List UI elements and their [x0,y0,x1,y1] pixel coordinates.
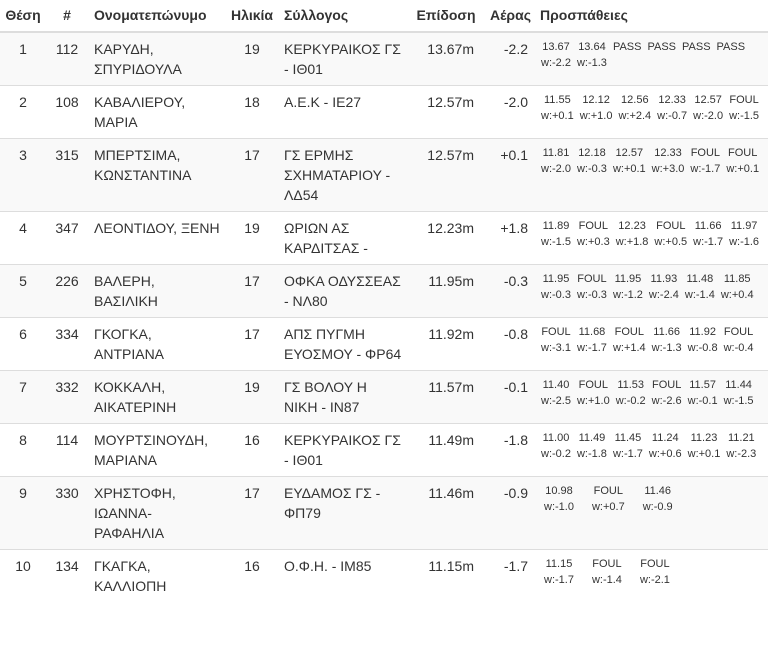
wind-cell: -0.8 [484,318,534,371]
mark-cell: 11.92m [408,318,484,371]
attempt-wind: w:-1.4 [591,574,622,586]
attempts-grid [538,430,759,462]
age-cell: 19 [226,212,278,265]
attempt-value: FOUL [640,558,670,570]
attempt-value: PASS [612,41,642,53]
header-attempts[interactable]: Προσπάθειες [534,0,768,32]
attempt-value: 12.56 [621,94,649,106]
athlete-name-cell: ΧΡΗΣΤΟΦΗ, ΙΩΑΝΝΑ-ΡΑΦΑΗΛΙΑ [88,477,226,550]
table-row [0,371,768,424]
athlete-name-cell: ΓΚΟΓΚΑ, ΑΝΤΡΙΑΝΑ [88,318,226,371]
attempt-wind: w:+1.0 [579,110,613,122]
attempts-cell [534,318,768,371]
attempt-values-row [538,324,757,340]
attempt-value: FOUL [656,220,686,232]
attempt-value: 11.95 [542,273,570,285]
attempt-wind: w:+0.1 [726,163,760,175]
age-cell: 18 [226,86,278,139]
mark-cell: 11.95m [408,265,484,318]
attempts-grid [538,145,762,177]
attempt-wind: w:-2.6 [651,395,682,407]
bib-number-cell: 108 [46,86,88,139]
attempts-cell [534,477,768,550]
attempt-wind: w:+0.5 [654,236,688,248]
attempts-grid [538,39,748,71]
age-cell: 17 [226,139,278,212]
position-cell: 8 [0,424,46,477]
position-cell: 3 [0,139,46,212]
attempt-value: FOUL [690,147,721,159]
age-cell: 17 [226,265,278,318]
athlete-name-cell: ΚΑΡΥΔΗ, ΣΠΥΡΙΔΟΥΛΑ [88,32,226,86]
wind-cell: -1.7 [484,550,534,603]
attempts-grid [538,271,757,303]
attempt-wind: w:-1.6 [729,236,760,248]
attempt-values-row [538,430,759,446]
attempt-wind: w:-1.2 [612,289,643,301]
attempt-wind: w:-1.3 [651,342,682,354]
attempt-wind: w:-2.3 [726,448,757,460]
attempts-cell [534,139,768,212]
attempt-value: 11.95 [614,273,642,285]
club-cell: ΑΠΣ ΠΥΓΜΗ ΕΥΟΣΜΟΥ - ΦΡ64 [278,318,408,371]
attempt-value: FOUL [614,326,644,338]
position-cell: 10 [0,550,46,603]
attempt-values-row [538,39,748,55]
attempt-value: 11.66 [653,326,680,338]
attempt-wind: w:-0.2 [541,448,571,460]
mark-cell: 11.46m [408,477,484,550]
attempt-wind [610,55,645,71]
mark-cell: 12.57m [408,86,484,139]
attempt-value: 11.92 [689,326,716,338]
attempt-value: PASS [716,41,746,53]
age-cell: 16 [226,424,278,477]
club-cell: ΓΣ ΕΡΜΗΣ ΣΧΗΜΑΤΑΡΙΟΥ - ΛΔ54 [278,139,408,212]
attempts-cell [534,265,768,318]
attempts-grid [538,483,685,515]
bib-number-cell: 347 [46,212,88,265]
attempt-wind: w:-0.7 [657,110,688,122]
attempt-wind: w:+0.6 [648,448,682,460]
wind-cell: +0.1 [484,139,534,212]
attempt-wind: w:+3.0 [651,163,685,175]
wind-cell: -2.2 [484,32,534,86]
attempt-value: 11.15 [545,558,573,570]
attempt-wind: w:+1.8 [615,236,649,248]
attempt-value: 11.24 [651,432,679,444]
wind-cell: -2.0 [484,86,534,139]
club-cell: Ο.Φ.Η. - ΙΜ85 [278,550,408,603]
attempt-value: 13.64 [578,41,606,53]
header-mark[interactable]: Επίδοση [408,0,484,32]
attempt-value: 11.68 [578,326,606,338]
attempt-wind: w:-2.2 [541,57,571,69]
mark-cell: 11.15m [408,550,484,603]
athlete-name-cell: ΜΟΥΡΤΣΙΝΟΥΔΗ, ΜΑΡΙΑΝΑ [88,424,226,477]
table-row [0,424,768,477]
age-cell: 16 [226,550,278,603]
attempt-value: 11.23 [690,432,718,444]
attempt-value: FOUL [651,379,682,391]
header-number[interactable]: # [46,0,88,32]
attempt-wind: w:-2.5 [541,395,571,407]
table-row [0,86,768,139]
attempt-winds-row [538,287,757,303]
attempt-values-row [538,145,762,161]
attempt-value: FOUL [723,326,754,338]
attempts-grid [538,324,757,356]
bib-number-cell: 114 [46,424,88,477]
attempt-wind: w:-1.7 [612,448,643,460]
attempt-wind: w:-1.5 [723,395,754,407]
bib-number-cell: 315 [46,139,88,212]
attempt-wind: w:-0.4 [723,342,754,354]
attempts-grid [538,218,762,250]
attempt-winds-row [538,108,762,124]
attempts-cell [534,212,768,265]
attempt-winds-row [538,234,762,250]
bib-number-cell: 332 [46,371,88,424]
attempt-wind: w:+0.1 [687,448,721,460]
attempts-cell [534,424,768,477]
position-cell: 5 [0,265,46,318]
age-cell: 17 [226,477,278,550]
attempt-value: 11.00 [542,432,570,444]
attempts-grid [538,556,682,588]
attempt-value: 11.48 [686,273,714,285]
attempt-wind: w:-1.7 [690,163,721,175]
attempts-cell [534,550,768,603]
attempt-wind: w:+0.3 [576,236,610,248]
attempt-value: 11.66 [694,220,722,232]
attempt-wind: w:-0.1 [687,395,718,407]
attempt-winds-row [538,340,757,356]
mark-cell: 11.57m [408,371,484,424]
attempt-wind: w:-1.5 [729,110,760,122]
age-cell: 17 [226,318,278,371]
attempts-grid [538,92,762,124]
attempt-values-row [538,483,685,499]
attempt-wind: w:-1.0 [544,501,574,513]
attempt-wind: w:+1.0 [576,395,610,407]
attempt-values-row [538,218,762,234]
attempt-value: 11.53 [617,379,645,391]
attempt-value: 11.21 [727,432,755,444]
attempt-value: 11.46 [644,485,672,497]
club-cell: ΩΡΙΩΝ ΑΣ ΚΑΡΔΙΤΣΑΣ - [278,212,408,265]
athlete-name-cell: ΛΕΟΝΤΙΔΟΥ, ΞΕΝΗ [88,212,226,265]
attempt-value: 12.57 [694,94,722,106]
attempt-winds-row [538,572,682,588]
bib-number-cell: 112 [46,32,88,86]
attempt-value: 12.23 [618,220,646,232]
club-cell: Α.Ε.Κ - ΙΕ27 [278,86,408,139]
header-wind[interactable]: Αέρας [484,0,534,32]
attempt-value: 11.93 [650,273,678,285]
attempts-cell [534,32,768,86]
wind-cell: -1.8 [484,424,534,477]
table-row [0,550,768,603]
attempt-wind: w:-1.7 [693,236,724,248]
attempt-wind: w:-1.7 [576,342,607,354]
club-cell: ΕΥΔΑΜΟΣ ΓΣ - ΦΠ79 [278,477,408,550]
attempt-wind [644,55,679,71]
attempt-value: FOUL [592,558,622,570]
attempt-value: 12.12 [582,94,610,106]
athlete-name-cell: ΚΟΚΚΑΛΗ, ΑΙΚΑΤΕΡΙΝΗ [88,371,226,424]
mark-cell: 11.49m [408,424,484,477]
attempt-value: FOUL [577,273,607,285]
attempt-value: 11.81 [542,147,570,159]
attempt-wind: w:-2.0 [541,163,571,175]
attempt-value: 12.18 [578,147,606,159]
attempt-wind: w:-1.3 [576,57,607,69]
attempts-cell [534,86,768,139]
bib-number-cell: 334 [46,318,88,371]
attempt-value: 11.97 [730,220,758,232]
attempt-value: 11.89 [542,220,570,232]
attempt-value: FOUL [728,147,758,159]
attempts-cell [534,371,768,424]
attempt-value: 12.33 [654,147,682,159]
attempt-value: FOUL [593,485,623,497]
attempt-wind: w:-0.8 [687,342,718,354]
age-cell: 19 [226,32,278,86]
attempt-value: 12.57 [615,147,644,159]
attempt-value: 10.98 [545,485,573,497]
attempt-value: 11.49 [578,432,606,444]
attempt-wind: w:-0.2 [615,395,646,407]
attempt-value: 11.40 [542,379,570,391]
attempt-wind: w:-0.9 [642,501,673,513]
attempt-values-row [538,556,682,572]
table-row [0,139,768,212]
athlete-name-cell: ΜΠΕΡΤΣΙΜΑ, ΚΩΝΣΤΑΝΤΙΝΑ [88,139,226,212]
club-cell: ΚΕΡΚΥΡΑΙΚΟΣ ΓΣ - ΙΘ01 [278,32,408,86]
header-name[interactable]: Ονοματεπώνυμο [88,0,226,32]
attempt-value: 13.67 [542,41,570,53]
table-row [0,318,768,371]
attempt-wind: w:-2.0 [693,110,724,122]
attempt-value: FOUL [578,220,608,232]
age-cell: 19 [226,371,278,424]
header-row [0,0,768,32]
wind-cell: -0.9 [484,477,534,550]
attempt-value: 11.45 [614,432,642,444]
athlete-name-cell: ΓΚΑΓΚΑ, ΚΑΛΛΙΟΠΗ [88,550,226,603]
header-position[interactable]: Θέση [0,0,46,32]
attempt-wind [714,55,749,71]
position-cell: 1 [0,32,46,86]
attempt-wind: w:-0.3 [576,289,607,301]
attempt-value: 11.57 [689,379,716,391]
athlete-name-cell: ΚΑΒΑΛΙΕΡΟΥ, ΜΑΡΙΑ [88,86,226,139]
header-age[interactable]: Ηλικία [226,0,278,32]
attempt-value: 11.85 [723,273,751,285]
results-body [0,32,768,602]
attempt-values-row [538,271,757,287]
attempt-winds-row [538,393,757,409]
attempt-value: FOUL [578,379,608,391]
position-cell: 6 [0,318,46,371]
table-row [0,32,768,86]
attempt-value: 12.33 [658,94,686,106]
attempt-wind: w:-0.3 [576,163,607,175]
position-cell: 7 [0,371,46,424]
attempt-wind: w:+1.4 [612,342,646,354]
header-club[interactable]: Σύλλογος [278,0,408,32]
position-cell: 4 [0,212,46,265]
attempt-wind: w:-2.4 [648,289,679,301]
bib-number-cell: 226 [46,265,88,318]
attempt-wind: w:-0.3 [541,289,571,301]
attempt-wind: w:+0.7 [591,501,625,513]
table-row [0,477,768,550]
attempt-wind: w:-1.7 [544,574,574,586]
attempt-wind: w:+0.1 [541,110,574,122]
attempt-wind: w:-2.1 [639,574,670,586]
attempt-wind: w:-1.5 [541,236,571,248]
attempts-grid [538,377,757,409]
attempt-wind: w:+2.4 [618,110,652,122]
attempt-value: 11.44 [725,379,752,391]
position-cell: 2 [0,86,46,139]
table-row [0,212,768,265]
club-cell: ΟΦΚΑ ΟΔΥΣΣΕΑΣ - ΝΛ80 [278,265,408,318]
attempt-value: 11.55 [544,94,571,106]
position-cell: 9 [0,477,46,550]
mark-cell: 12.23m [408,212,484,265]
attempt-wind: w:+0.4 [720,289,754,301]
bib-number-cell: 330 [46,477,88,550]
attempt-wind: w:-3.1 [541,342,571,354]
attempt-value: PASS [647,41,676,53]
bib-number-cell: 134 [46,550,88,603]
attempt-wind: w:-1.8 [576,448,607,460]
attempt-wind [679,55,714,71]
club-cell: ΓΣ ΒΟΛΟΥ Η ΝΙΚΗ - ΙΝ87 [278,371,408,424]
attempt-wind: w:-1.4 [684,289,715,301]
attempt-values-row [538,377,757,393]
wind-cell: +1.8 [484,212,534,265]
wind-cell: -0.3 [484,265,534,318]
attempt-winds-row [538,55,748,71]
attempt-values-row [538,92,762,108]
attempt-value: FOUL [541,326,571,338]
mark-cell: 12.57m [408,139,484,212]
club-cell: ΚΕΡΚΥΡΑΙΚΟΣ ΓΣ - ΙΘ01 [278,424,408,477]
attempt-value: PASS [682,41,711,53]
wind-cell: -0.1 [484,371,534,424]
table-row [0,265,768,318]
athlete-name-cell: ΒΑΛΕΡΗ, ΒΑΣΙΛΙΚΗ [88,265,226,318]
attempt-wind: w:+0.1 [612,163,646,175]
attempt-winds-row [538,499,685,515]
attempt-value: FOUL [729,94,759,106]
mark-cell: 13.67m [408,32,484,86]
attempt-winds-row [538,446,759,462]
attempt-winds-row [538,161,762,177]
